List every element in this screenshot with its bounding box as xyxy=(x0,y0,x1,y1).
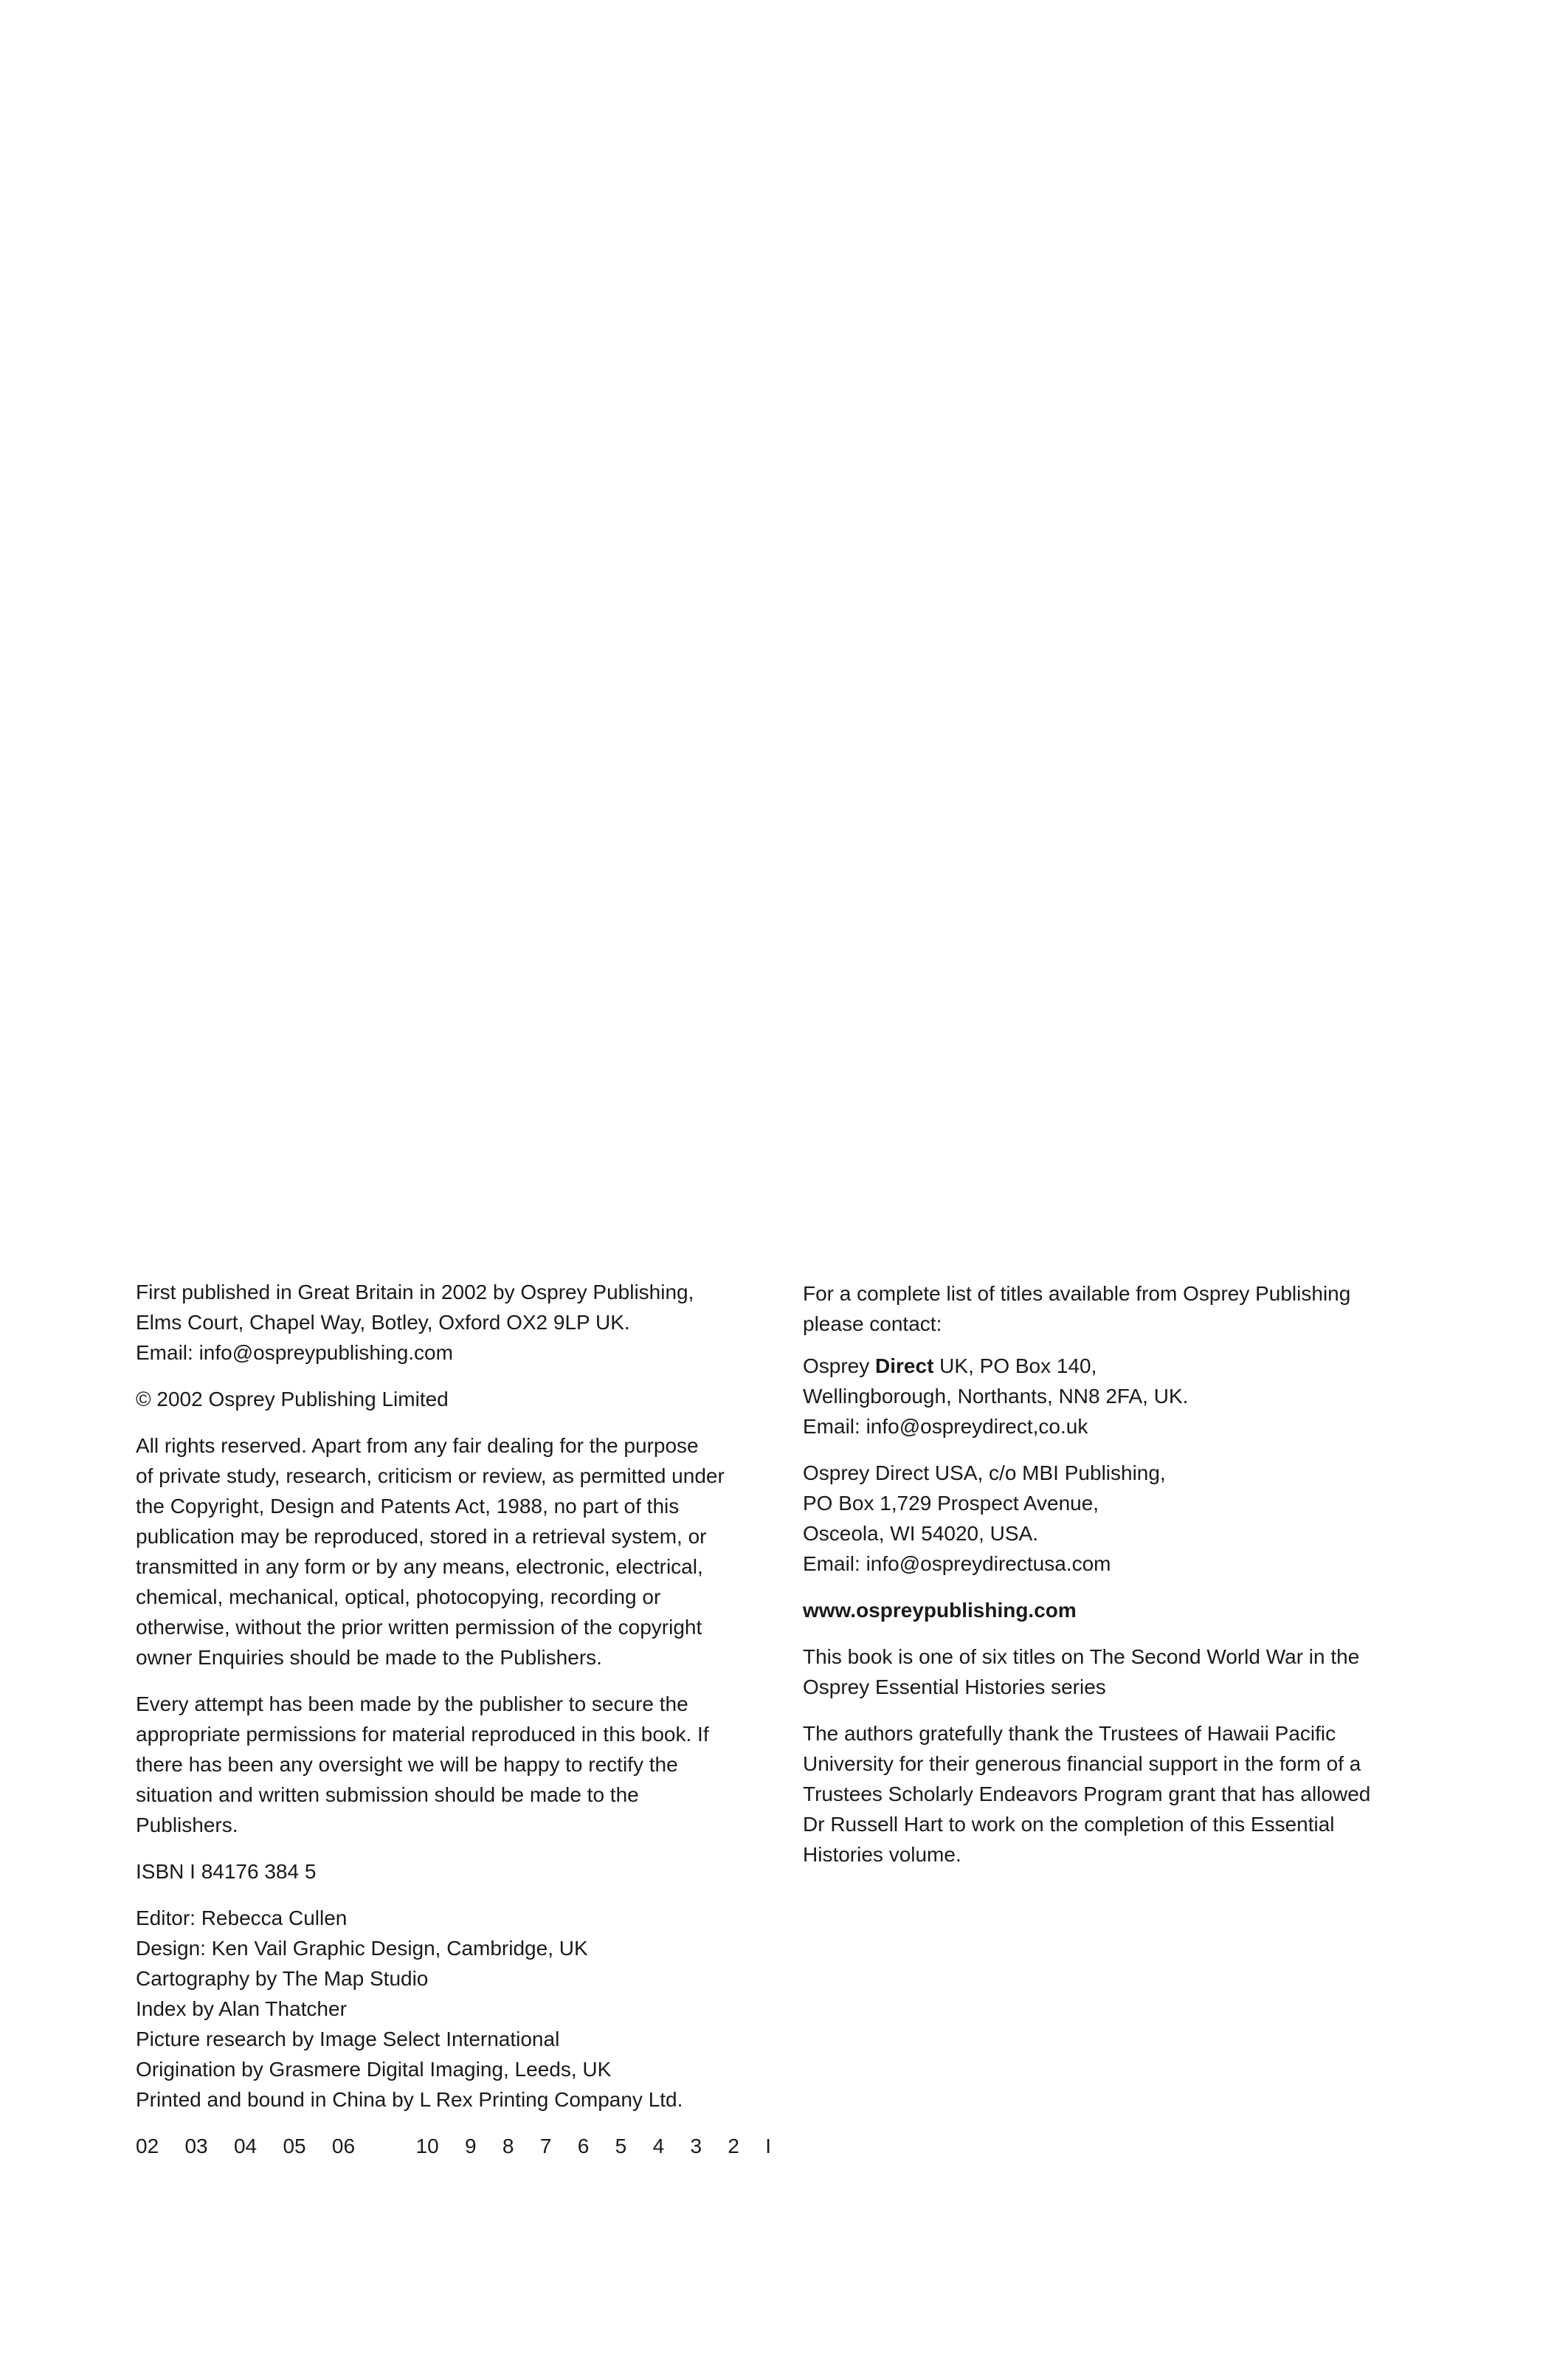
contact-uk-name xyxy=(803,1351,1467,1381)
contact-usa-line: PO Box 1,729 Prospect Avenue, xyxy=(803,1492,1099,1515)
contact-usa xyxy=(803,1458,1467,1579)
isbn: ISBN I 84176 384 5 xyxy=(136,1860,317,1883)
permissions-line: there has been any oversight we will be happy to rectify the xyxy=(136,1753,678,1776)
rights-line: publication may be reproduced, stored in a retrieval system, or xyxy=(136,1525,707,1548)
credit-cartography: Cartography by The Map Studio xyxy=(136,1967,429,1990)
website-link[interactable]: www.ospreypublishing.com xyxy=(803,1599,1077,1622)
contact-uk-suffix: UK, PO Box 140, xyxy=(933,1354,1097,1377)
contact-intro-line: For a complete list of titles available from Osprey Publishing xyxy=(803,1282,1351,1305)
contact-usa-line: Osprey Direct USA, c/o MBI Publishing, xyxy=(803,1461,1166,1484)
permissions-line: situation and written submission should be made to the xyxy=(136,1783,639,1806)
left-column xyxy=(136,1277,785,2161)
contact-uk-bold: Direct xyxy=(875,1354,934,1377)
rights-line: otherwise, without the prior written permission of the copyright xyxy=(136,1616,702,1639)
credit-origination: Origination by Grasmere Digital Imaging, Leeds, UK xyxy=(136,2058,612,2081)
acknowledgements xyxy=(803,1718,1467,1870)
credit-index: Index by Alan Thatcher xyxy=(136,1997,347,2020)
permissions-statement xyxy=(136,1689,785,1840)
rights-line: the Copyright, Design and Patents Act, 1988, no part of this xyxy=(136,1495,680,1518)
publication-email: Email: info@ospreypublishing.com xyxy=(136,1341,453,1364)
thanks-line: The authors gratefully thank the Trustees of Hawaii Pacific xyxy=(803,1722,1336,1745)
rights-line: owner Enquiries should be made to the Publishers. xyxy=(136,1646,602,1669)
series-line: Osprey Essential Histories series xyxy=(803,1675,1106,1698)
printing-number-line: 02 03 04 05 06 10 9 8 7 6 5 4 3 2 I xyxy=(136,2135,772,2157)
series-note xyxy=(803,1642,1467,1702)
rights-line: chemical, mechanical, optical, photocopying, recording or xyxy=(136,1585,661,1608)
permissions-line: Publishers. xyxy=(136,1814,238,1836)
permissions-line: Every attempt has been made by the publisher to secure the xyxy=(136,1692,688,1715)
copyright-notice: © 2002 Osprey Publishing Limited xyxy=(136,1388,449,1410)
contact-uk-prefix: Osprey xyxy=(803,1354,876,1377)
contact-uk xyxy=(803,1351,1467,1442)
credit-design: Design: Ken Vail Graphic Design, Cambridge, UK xyxy=(136,1937,588,1960)
thanks-line: University for their generous financial support in the form of a xyxy=(803,1752,1361,1775)
contact-usa-email: Email: info@ospreydirectusa.com xyxy=(803,1552,1111,1575)
rights-line: of private study, research, criticism or review, as permitted under xyxy=(136,1464,725,1487)
permissions-line: appropriate permissions for material reproduced in this book. If xyxy=(136,1723,709,1746)
series-line: This book is one of six titles on The Second World War in the xyxy=(803,1645,1360,1668)
credit-editor: Editor: Rebecca Cullen xyxy=(136,1906,348,1929)
right-column xyxy=(803,1278,1467,1870)
rights-line: transmitted in any form or by any means, electronic, electrical, xyxy=(136,1555,703,1578)
rights-line: All rights reserved. Apart from any fair dealing for the purpose xyxy=(136,1434,699,1457)
thanks-line: Dr Russell Hart to work on the completion of this Essential xyxy=(803,1813,1335,1836)
contact-intro-line: please contact: xyxy=(803,1312,942,1335)
contact-uk-email: Email: info@ospreydirect,co.uk xyxy=(803,1415,1088,1438)
contact-usa-line: Osceola, WI 54020, USA. xyxy=(803,1522,1039,1545)
rights-statement xyxy=(136,1430,785,1673)
credits xyxy=(136,1903,785,2115)
contact-intro xyxy=(803,1278,1467,1339)
publication-info xyxy=(136,1277,785,1368)
thanks-line: Histories volume. xyxy=(803,1843,961,1866)
publication-line: Elms Court, Chapel Way, Botley, Oxford OX2 9LP UK. xyxy=(136,1311,630,1334)
contact-uk-address: Wellingborough, Northants, NN8 2FA, UK. xyxy=(803,1385,1189,1408)
publication-line: First published in Great Britain in 2002 by Osprey Publishing, xyxy=(136,1281,694,1303)
thanks-line: Trustees Scholarly Endeavors Program grant that has allowed xyxy=(803,1782,1371,1805)
credit-printing: Printed and bound in China by L Rex Printing Company Ltd. xyxy=(136,2088,683,2111)
credit-picture-research: Picture research by Image Select International xyxy=(136,2028,560,2050)
